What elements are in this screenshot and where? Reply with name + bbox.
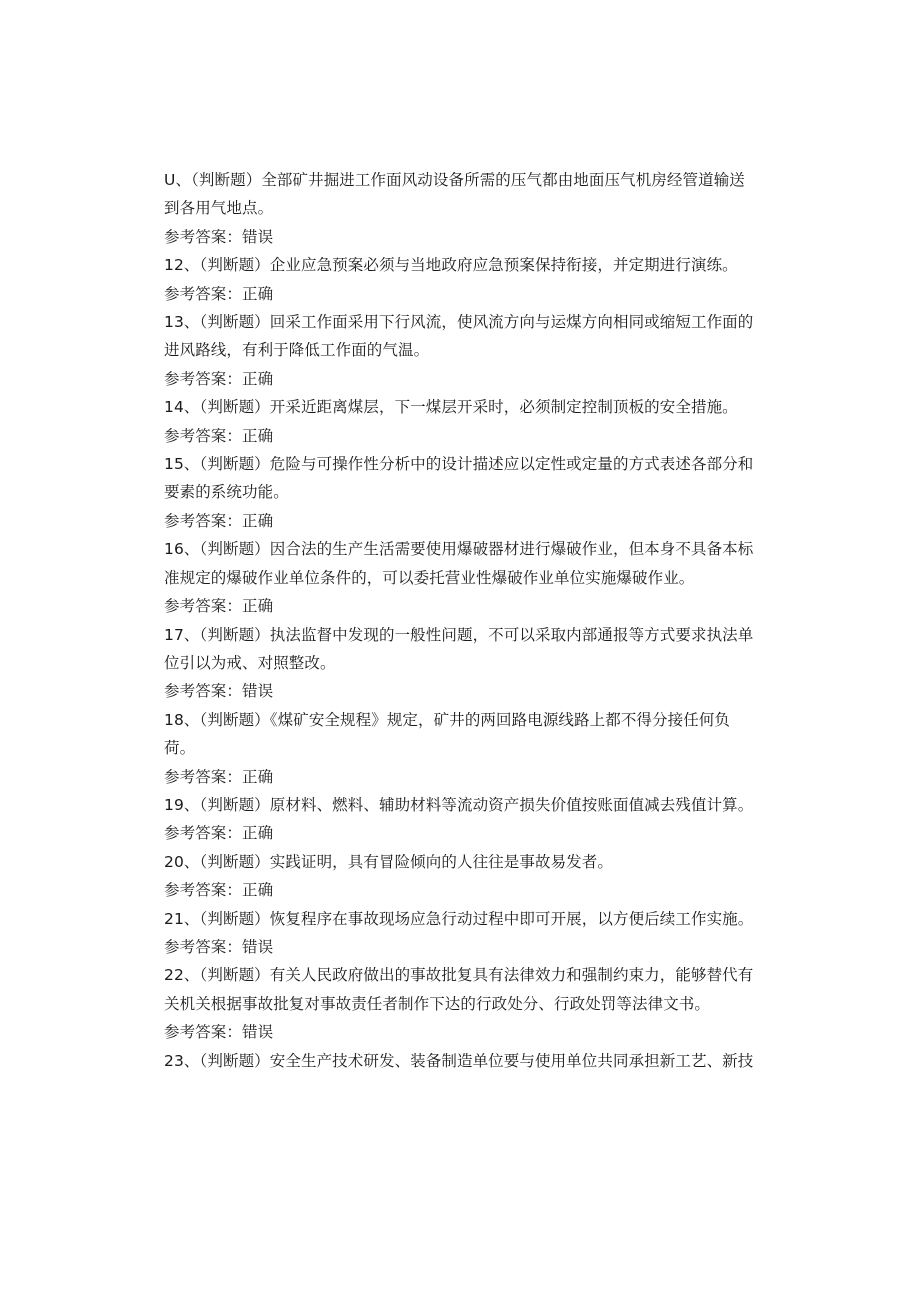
answer-text: 参考答案：正确 — [164, 369, 274, 388]
answer-text: 参考答案：正确 — [164, 824, 274, 843]
qa-item-11 — [164, 166, 756, 251]
answer-text: 参考答案：错误 — [164, 227, 274, 246]
answer-text: 参考答案：正确 — [164, 881, 274, 900]
answer-text: 参考答案：正确 — [164, 511, 274, 530]
answer-text: 参考答案：错误 — [164, 937, 274, 956]
question-text: 17、（判断题）执法监督中发现的一般性问题，不可以采取内部通报等方式要求执法单位引以为戒、对照整改。 — [164, 625, 754, 672]
qa-item-23 — [164, 1047, 756, 1075]
question-text: 20、（判断题）实践证明，具有冒险倾向的人往往是事故易发者。 — [164, 852, 613, 871]
question-text: 22、（判断题）有关人民政府做出的事故批复具有法律效力和强制约束力，能够替代有关机关根据事故批复对事故责任者制作下达的行政处分、行政处罚等法律文书。 — [164, 966, 754, 1013]
qa-item-16 — [164, 535, 756, 620]
question-text: 18、（判断题）《煤矿安全规程》规定，矿井的两回路电源线路上都不得分接任何负荷。 — [164, 710, 731, 758]
qa-item-15 — [164, 450, 756, 535]
question-text: U、（判断题）全部矿井掘进工作面风动设备所需的压气都由地面压气机房经管道输送到各用气地点。 — [164, 171, 745, 218]
question-text: 16、（判断题）因合法的生产生活需要使用爆破器材进行爆破作业，但本身不具备本标准规定的爆破作业单位条件的，可以委托营业性爆破作业单位实施爆破作业。 — [164, 540, 754, 587]
qa-item-13 — [164, 308, 756, 393]
answer-text: 参考答案：正确 — [164, 284, 274, 303]
qa-item-21 — [164, 905, 756, 962]
qa-item-14 — [164, 393, 756, 450]
question-text: 23、（判断题）安全生产技术研发、装备制造单位要与使用单位共同承担新工艺、新技 — [164, 1051, 754, 1070]
qa-item-19 — [164, 791, 756, 848]
question-text: 12、（判断题）企业应急预案必须与当地政府应急预案保持衔接，并定期进行演练。 — [164, 256, 738, 275]
qa-item-17 — [164, 621, 756, 706]
answer-text: 参考答案：错误 — [164, 682, 274, 701]
answer-text: 参考答案：错误 — [164, 1023, 274, 1042]
answer-text: 参考答案：正确 — [164, 426, 274, 445]
qa-item-20 — [164, 848, 756, 905]
question-text: 15、（判断题）危险与可操作性分析中的设计描述应以定性或定量的方式表述各部分和要素的系统功能。 — [164, 455, 754, 502]
question-list — [164, 166, 756, 1075]
question-text: 13、（判断题）回采工作面采用下行风流，使风流方向与运煤方向相同或缩短工作面的进风路线，有利于降低工作面的气温。 — [164, 313, 754, 360]
answer-text: 参考答案：正确 — [164, 767, 274, 786]
qa-item-12 — [164, 251, 756, 308]
qa-item-22 — [164, 961, 756, 1046]
answer-text: 参考答案：正确 — [164, 597, 274, 616]
question-text: 19、（判断题）原材料、燃料、辅助材料等流动资产损失价值按账面值减去残值计算。 — [164, 795, 754, 814]
question-text: 14、（判断题）开采近距离煤层，下一煤层开采时，必须制定控制顶板的安全措施。 — [164, 398, 738, 417]
question-text: 21、（判断题）恢复程序在事故现场应急行动过程中即可开展，以方便后续工作实施。 — [164, 909, 754, 928]
qa-item-18 — [164, 706, 756, 791]
